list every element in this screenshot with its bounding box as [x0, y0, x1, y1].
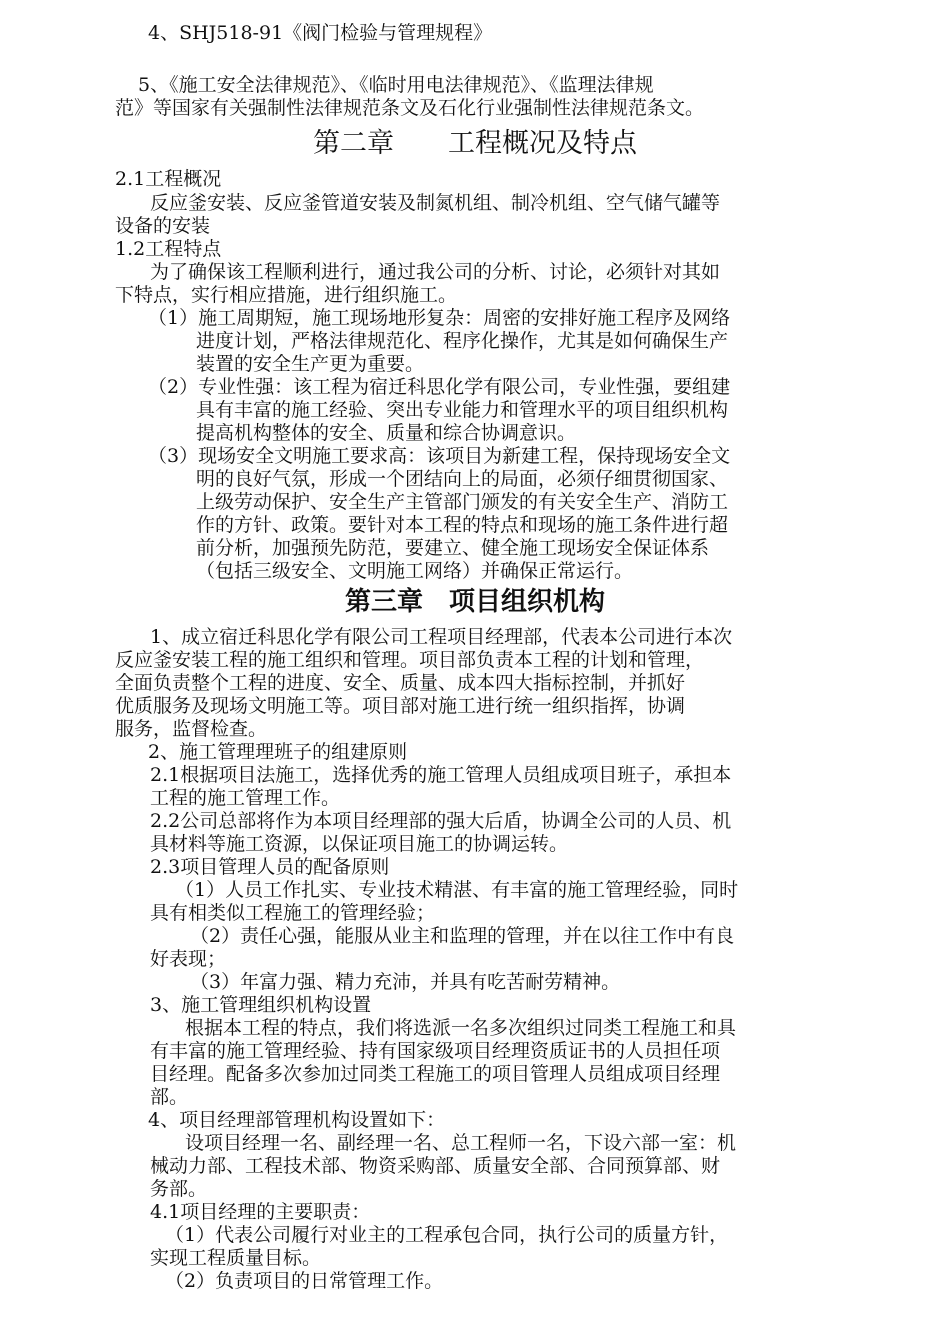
list-item: 4、SHJ518-91《阀门检验与管理规程》: [148, 22, 493, 44]
paragraph-line: 2.2公司总部将作为本项目经理部的强大后盾，协调全公司的人员、机: [150, 810, 732, 832]
section-heading: 4、项目经理部管理机构设置如下：: [148, 1109, 446, 1131]
paragraph-line: 目经理。配备多次参加过同类工程施工的项目管理人员组成项目经理: [150, 1063, 721, 1085]
paragraph-line: 具材料等施工资源，以保证项目施工的协调运转。: [150, 833, 569, 855]
list-item: 提高机构整体的安全、质量和综合协调意识。: [196, 422, 577, 444]
section-heading: 2.1工程概况: [115, 168, 222, 190]
paragraph-line: 1、成立宿迁科思化学有限公司工程项目经理部，代表本公司进行本次: [150, 626, 733, 648]
list-item: 上级劳动保护、安全生产主管部门颁发的有关安全生产、消防工: [196, 491, 729, 513]
list-item: （包括三级安全、文明施工网络）并确保正常运行。: [196, 560, 634, 582]
paragraph-line: 为了确保该工程顺利进行，通过我公司的分析、讨论，必须针对其如: [150, 261, 721, 283]
list-item: （2）责任心强，能服从业主和监理的管理，并在以往工作中有良: [190, 925, 735, 947]
list-item: 范》等国家有关强制性法律规范条文及石化行业强制性法律规范条文。: [115, 97, 705, 119]
chapter-title: 第三章 项目组织机构: [344, 587, 605, 617]
paragraph-line: 反应釜安装工程的施工组织和管理。项目部负责本工程的计划和管理，: [115, 649, 705, 671]
list-item: 装置的安全生产更为重要。: [196, 353, 425, 375]
paragraph-line: 反应釜安装、反应釜管道安装及制氮机组、制冷机组、空气储气罐等: [150, 192, 721, 214]
list-item: 具有丰富的施工经验、突出专业能力和管理水平的项目组织机构: [196, 399, 729, 421]
section-heading: 1.2工程特点: [115, 238, 222, 260]
list-item: 具有相类似工程施工的管理经验；: [150, 902, 436, 924]
list-item: （2）专业性强：该工程为宿迁科思化学有限公司，专业性强，要组建: [148, 376, 731, 398]
paragraph-line: 部。: [150, 1086, 189, 1108]
section-heading: 2、施工管理理班子的组建原则: [148, 741, 408, 763]
list-item: 前分析，加强预先防范，要建立、健全施工现场安全保证体系: [196, 537, 710, 559]
section-heading: 4.1项目经理的主要职责：: [150, 1201, 371, 1223]
list-item: 5、《施工安全法律规范》、《临时用电法律规范》、《监理法律规: [138, 74, 654, 96]
list-item: （3）年富力强、精力充沛，并具有吃苦耐劳精神。: [190, 971, 621, 993]
paragraph-line: 优质服务及现场文明施工等。项目部对施工进行统一组织指挥，协调: [115, 695, 686, 717]
list-item: 实现工程质量目标。: [150, 1247, 322, 1269]
paragraph-line: 工程的施工管理工作。: [150, 787, 341, 809]
paragraph-line: 全面负责整个工程的进度、安全、质量、成本四大指标控制，并抓好: [115, 672, 686, 694]
paragraph-line: 械动力部、工程技术部、物资采购部、质量安全部、合同预算部、财: [150, 1155, 721, 1177]
list-item: 作的方针、政策。要针对本工程的特点和现场的施工条件进行超: [196, 514, 729, 536]
paragraph-line: 2.1根据项目法施工，选择优秀的施工管理人员组成项目班子，承担本: [150, 764, 732, 786]
list-item: （1）人员工作扎实、专业技术精湛、有丰富的施工管理经验，同时: [175, 879, 739, 901]
paragraph-line: 根据本工程的特点，我们将选派一名多次组织过同类工程施工和具: [185, 1017, 737, 1039]
paragraph-line: 设备的安装: [115, 215, 211, 237]
paragraph-line: 务部。: [150, 1178, 208, 1200]
list-item: （3）现场安全文明施工要求高：该项目为新建工程，保持现场安全文: [148, 445, 731, 467]
list-item: （1）施工周期短，施工现场地形复杂：周密的安排好施工程序及网络: [148, 307, 731, 329]
paragraph-line: 服务，监督检查。: [115, 718, 268, 740]
list-item: 进度计划，严格法律规范化、程序化操作，尤其是如何确保生产: [196, 330, 729, 352]
section-heading: 2.3项目管理人员的配备原则: [150, 856, 390, 878]
paragraph-line: 有丰富的施工管理经验、持有国家级项目经理资质证书的人员担任项: [150, 1040, 721, 1062]
paragraph-line: 下特点，实行相应措施，进行组织施工。: [115, 284, 458, 306]
list-item: 明的良好气氛，形成一个团结向上的局面，必须仔细贯彻国家、: [196, 468, 729, 490]
list-item: （1）代表公司履行对业主的工程承包合同，执行公司的质量方针，: [165, 1224, 729, 1246]
section-heading: 3、施工管理组织机构设置: [150, 994, 372, 1016]
chapter-title: 第二章 工程概况及特点: [313, 128, 637, 159]
list-item: 好表现；: [150, 948, 227, 970]
paragraph-line: 设项目经理一名、副经理一名、总工程师一名，下设六部一室：机: [185, 1132, 737, 1154]
list-item: （2）负责项目的日常管理工作。: [165, 1270, 444, 1292]
